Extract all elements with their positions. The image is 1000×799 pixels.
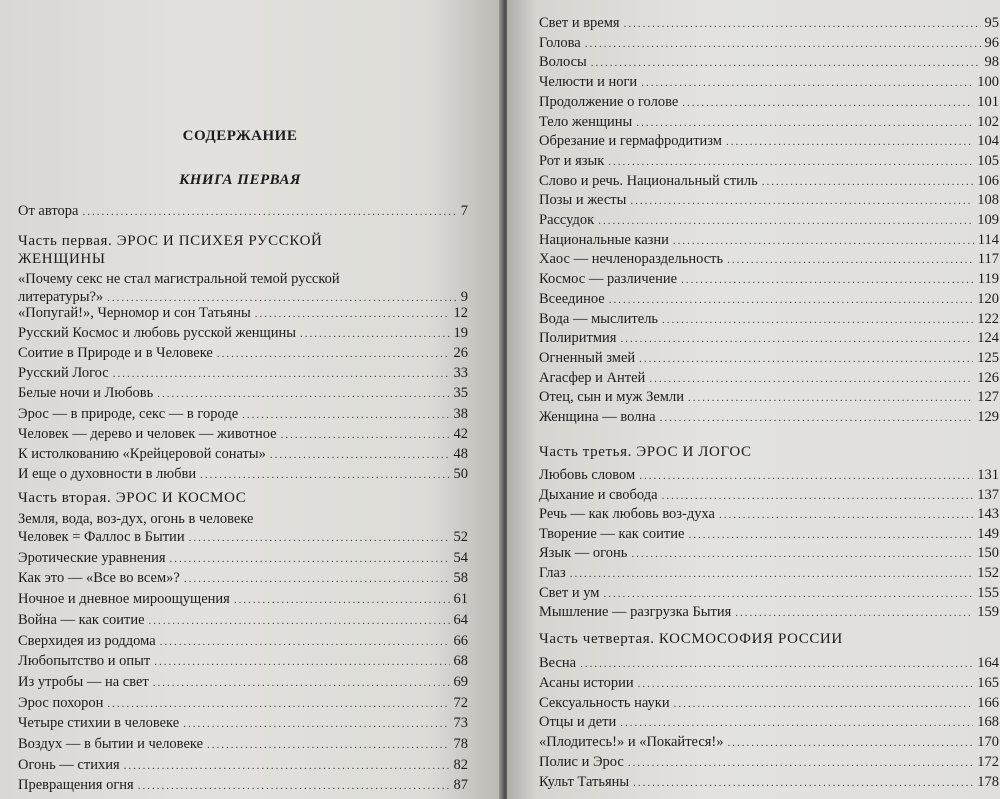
toc-entry-label: Ночное и дневное мироощущения bbox=[18, 591, 230, 608]
leader-dots bbox=[608, 153, 973, 171]
toc-entry-page: 68 bbox=[453, 653, 468, 670]
toc-entry-label: Белые ночи и Любовь bbox=[18, 385, 154, 402]
toc-entry bbox=[539, 231, 999, 250]
toc-entry bbox=[539, 564, 999, 583]
toc-entry bbox=[18, 445, 468, 464]
toc-entry-label: Культ Татьяны bbox=[539, 773, 630, 790]
leader-dots bbox=[624, 15, 981, 33]
leader-dots bbox=[113, 365, 450, 383]
toc-entry-page: 82 bbox=[453, 756, 468, 773]
toc-entry bbox=[18, 270, 468, 307]
part-title: Часть первая. ЭРОС И ПСИХЕЯ РУССКОЙ ЖЕНЩИНЫ bbox=[18, 233, 323, 267]
leader-dots bbox=[270, 446, 450, 464]
toc-entry-page: 150 bbox=[977, 545, 999, 562]
toc-entry bbox=[18, 694, 468, 713]
toc-entry-label: Полис и Эрос bbox=[539, 754, 624, 770]
toc-entry-label: Как это — «Все во всем»? bbox=[18, 570, 180, 587]
toc-entry-label: Творение — как соитие bbox=[539, 525, 685, 542]
toc-entry-label: Волосы bbox=[539, 54, 587, 71]
leader-dots bbox=[217, 345, 450, 363]
toc-entry-page: 125 bbox=[977, 349, 999, 366]
toc-entry bbox=[539, 14, 999, 33]
toc-entry-page: 66 bbox=[453, 632, 468, 649]
leader-dots bbox=[281, 426, 450, 444]
leader-dots bbox=[609, 291, 974, 309]
leader-dots bbox=[762, 173, 973, 191]
toc-entry bbox=[539, 93, 999, 112]
toc-entry-page: 69 bbox=[453, 673, 468, 690]
toc-entry-label: Агасфер и Антей bbox=[539, 369, 646, 386]
toc-entry-page: 48 bbox=[453, 445, 468, 462]
leader-dots bbox=[674, 695, 974, 713]
leader-dots bbox=[580, 655, 973, 673]
toc-entry bbox=[539, 525, 999, 544]
toc-entry bbox=[18, 776, 468, 795]
toc-entry-page: 96 bbox=[984, 34, 999, 51]
toc-entry-label: Национальные казни bbox=[539, 231, 669, 248]
toc-entry bbox=[18, 405, 468, 424]
toc-entry-label: Вода — мыслитель bbox=[539, 310, 659, 327]
toc-entry-label: Челюсти и ноги bbox=[539, 74, 638, 91]
toc-entry-label: Свет и ум bbox=[539, 584, 600, 601]
toc-entry-label: «Плодитесь!» и «Покайтеся!» bbox=[539, 734, 724, 751]
toc-entry bbox=[539, 733, 999, 752]
toc-entry-page: 100 bbox=[977, 74, 999, 91]
toc-entry-label: Из утробы — на свет bbox=[18, 673, 149, 690]
leader-dots bbox=[154, 653, 449, 671]
leader-dots bbox=[662, 487, 974, 505]
leader-dots bbox=[242, 406, 449, 424]
leader-dots bbox=[591, 54, 981, 72]
toc-entry bbox=[18, 632, 468, 651]
toc-entry bbox=[539, 329, 999, 348]
toc-entry-label: Русский Логос bbox=[18, 365, 109, 382]
toc-entry-page: 50 bbox=[453, 465, 468, 482]
toc-entry-label: Сверхидея из роддома bbox=[18, 632, 156, 649]
toc-entry-label: Соитие в Природе и в Человеке bbox=[18, 345, 213, 362]
toc-entry-page: 131 bbox=[977, 467, 999, 483]
toc-entry bbox=[539, 270, 999, 289]
toc-entry-page: 178 bbox=[977, 773, 999, 790]
toc-entry bbox=[18, 756, 468, 775]
toc-entry bbox=[18, 364, 468, 383]
toc-entry-page: 108 bbox=[977, 192, 999, 209]
toc-entry-page: 117 bbox=[977, 251, 999, 268]
right-page bbox=[507, 0, 1000, 799]
toc-entry-label: Сексуальность науки bbox=[539, 694, 670, 711]
leader-dots bbox=[149, 612, 450, 630]
toc-entry bbox=[539, 34, 999, 53]
toc-entry-page: 102 bbox=[977, 113, 999, 130]
toc-entry-page: 12 bbox=[453, 305, 468, 321]
toc-entry-page: 165 bbox=[977, 674, 999, 691]
toc-entry-label: Рот и язык bbox=[539, 152, 605, 169]
toc-entry-label: Отцы и дети bbox=[539, 714, 617, 731]
toc-entry-label: Огонь — стихия bbox=[18, 756, 120, 773]
toc-entry-label: Превращения огня bbox=[18, 777, 134, 794]
toc-entry-label: Всеединое bbox=[539, 290, 605, 307]
toc-entry-label: Четыре стихии в человеке bbox=[18, 715, 180, 732]
toc-entry-page: 166 bbox=[977, 694, 999, 711]
leader-dots bbox=[649, 370, 973, 388]
toc-entry-page: 149 bbox=[977, 525, 999, 542]
leader-dots bbox=[183, 715, 449, 733]
toc-entry-label: Язык — огонь bbox=[539, 545, 628, 562]
leader-dots bbox=[189, 529, 450, 547]
toc-entry-label: Эрос похорон bbox=[18, 694, 104, 711]
toc-entry bbox=[539, 388, 999, 407]
leader-dots bbox=[585, 35, 981, 53]
toc-entry bbox=[18, 673, 468, 692]
leader-dots bbox=[728, 734, 974, 752]
toc-entry bbox=[539, 753, 999, 772]
toc-entry bbox=[18, 384, 468, 403]
toc-entry bbox=[18, 549, 468, 568]
toc-entry-page: 105 bbox=[977, 152, 999, 169]
toc-entry-page: 114 bbox=[977, 231, 999, 248]
leader-dots bbox=[633, 774, 973, 792]
toc-entry bbox=[539, 191, 999, 210]
toc-entry bbox=[539, 349, 999, 368]
toc-entry-page: 104 bbox=[977, 133, 999, 150]
toc-entry-label: Мышление — разгрузка Бытия bbox=[539, 604, 732, 621]
leader-dots bbox=[255, 305, 450, 323]
toc-entry bbox=[18, 735, 468, 754]
toc-entry bbox=[18, 304, 468, 323]
toc-entry-label: Хаос — нечленораздельность bbox=[539, 251, 724, 268]
toc-entry bbox=[18, 590, 468, 609]
toc-entry bbox=[18, 425, 468, 444]
toc-entry-label: Позы и жесты bbox=[539, 192, 627, 209]
toc-entry-page: 95 bbox=[984, 15, 999, 31]
toc-entry bbox=[539, 290, 999, 309]
toc-entry bbox=[539, 250, 999, 269]
leader-dots bbox=[639, 467, 973, 485]
toc-entry-label: Космос — различение bbox=[539, 271, 678, 288]
toc-entry-label: «Попугай!», Черномор и сон Татьяны bbox=[18, 305, 251, 321]
leader-dots bbox=[153, 674, 450, 692]
toc-entry bbox=[539, 113, 999, 132]
toc-entry-label: От автора bbox=[18, 203, 79, 219]
toc-entry-label: Русский Космос и любовь русской женщины bbox=[18, 325, 296, 342]
leader-dots bbox=[124, 757, 450, 775]
leader-dots bbox=[688, 389, 973, 407]
toc-entry-label: Дыхание и свобода bbox=[539, 486, 658, 503]
toc-entry-page: 159 bbox=[977, 604, 999, 621]
toc-entry-label: Огненный змей bbox=[539, 349, 636, 366]
toc-entry-page: 126 bbox=[977, 369, 999, 386]
toc-entry bbox=[539, 310, 999, 329]
toc-entry-page: 143 bbox=[977, 506, 999, 523]
toc-entry-label: Любовь словом bbox=[539, 467, 636, 483]
leader-dots bbox=[727, 251, 974, 269]
toc-entry bbox=[539, 53, 999, 72]
leader-dots bbox=[107, 695, 449, 713]
toc-entry bbox=[539, 152, 999, 171]
toc-entry-label: Эротические уравнения bbox=[18, 549, 166, 566]
leader-dots bbox=[200, 466, 449, 484]
part-subhead: Земля, вода, воз-дух, огонь в человеке bbox=[18, 511, 254, 527]
toc-entry bbox=[18, 569, 468, 588]
toc-entry-page: 61 bbox=[453, 591, 468, 608]
toc-entry-label: Война — как соитие bbox=[18, 611, 145, 628]
toc-entry-page: 127 bbox=[977, 389, 999, 406]
toc-entry-page: 129 bbox=[977, 409, 999, 425]
toc-entry bbox=[18, 528, 468, 547]
toc-entry-label: Тело женщины bbox=[539, 113, 633, 130]
toc-entry-page: 137 bbox=[977, 486, 999, 503]
toc-entry-label: Речь — как любовь воз-духа bbox=[539, 506, 715, 523]
toc-entry-page: 58 bbox=[453, 570, 468, 587]
toc-entry-label: Глаз bbox=[539, 565, 566, 581]
toc-entry-page: 122 bbox=[977, 310, 999, 327]
toc-entry bbox=[539, 773, 999, 792]
toc-entry bbox=[18, 344, 468, 363]
leader-dots bbox=[620, 330, 973, 348]
part-title: Часть вторая. ЭРОС И КОСМОС bbox=[18, 490, 247, 506]
leader-dots bbox=[681, 271, 974, 289]
toc-entry-label: Любопытство и опыт bbox=[18, 653, 151, 670]
toc-entry bbox=[18, 652, 468, 671]
toc-entry bbox=[18, 465, 468, 484]
leader-dots bbox=[570, 565, 974, 583]
toc-entry-label: Продолжение о голове bbox=[539, 93, 679, 110]
toc-entry-page: 119 bbox=[977, 271, 999, 288]
toc-entry bbox=[539, 544, 999, 563]
leader-dots bbox=[636, 114, 973, 132]
toc-entry-label: И еще о духовности в любви bbox=[18, 465, 197, 482]
leader-dots bbox=[603, 585, 973, 603]
leader-dots bbox=[688, 526, 973, 544]
toc-entry bbox=[539, 132, 999, 151]
toc-entry-page: 124 bbox=[977, 330, 999, 347]
leader-dots bbox=[598, 212, 973, 230]
toc-entry-label: Полиритмия bbox=[539, 330, 617, 347]
toc-entry-page: 106 bbox=[977, 172, 999, 189]
toc-entry-page: 120 bbox=[977, 290, 999, 307]
toc-entry bbox=[539, 694, 999, 713]
toc-entry-label: Человек = Фаллос в Бытии bbox=[18, 529, 185, 545]
toc-entry-page: 7 bbox=[460, 203, 468, 219]
leader-dots bbox=[82, 203, 456, 221]
toc-entry-label: Воздух — в бытии и человеке bbox=[18, 736, 204, 752]
leader-dots bbox=[628, 754, 973, 772]
toc-entry-label: Свет и время bbox=[539, 15, 620, 31]
toc-entry bbox=[18, 202, 468, 221]
leader-dots bbox=[639, 350, 973, 368]
toc-entry bbox=[539, 505, 999, 524]
leader-dots bbox=[620, 714, 973, 732]
toc-entry bbox=[18, 324, 468, 343]
toc-entry-label: Голова bbox=[539, 34, 581, 51]
leader-dots bbox=[735, 604, 973, 622]
leader-dots bbox=[184, 570, 450, 588]
toc-entry bbox=[539, 603, 999, 622]
toc-entry bbox=[539, 73, 999, 92]
toc-entry-page: 52 bbox=[453, 529, 468, 545]
toc-entry-page: 33 bbox=[453, 365, 468, 382]
leader-dots bbox=[170, 550, 450, 568]
toc-entry-page: 54 bbox=[453, 549, 468, 566]
toc-entry-page: 172 bbox=[977, 754, 999, 770]
toc-entry-page: 9 bbox=[460, 289, 468, 305]
leader-dots bbox=[207, 736, 449, 754]
toc-entry bbox=[539, 408, 999, 427]
toc-entry-label: К истолкованию «Крейцеровой сонаты» bbox=[18, 445, 266, 462]
leader-dots bbox=[234, 591, 450, 609]
leader-dots bbox=[638, 675, 974, 693]
toc-entry-page: 170 bbox=[977, 734, 999, 751]
book-title: КНИГА ПЕРВАЯ bbox=[179, 172, 301, 188]
toc-entry-label-line2: литературы?» bbox=[18, 289, 104, 305]
toc-entry-page: 168 bbox=[977, 714, 999, 731]
toc-entry-page: 101 bbox=[977, 93, 999, 110]
toc-entry bbox=[539, 584, 999, 603]
toc-entry bbox=[539, 654, 999, 673]
toc-entry bbox=[539, 172, 999, 191]
leader-dots bbox=[682, 94, 973, 112]
toc-entry-label: Асаны истории bbox=[539, 674, 634, 691]
toc-entry-page: 78 bbox=[453, 736, 468, 752]
toc-entry bbox=[539, 369, 999, 388]
toc-entry bbox=[18, 611, 468, 630]
toc-entry bbox=[539, 674, 999, 693]
toc-entry-page: 152 bbox=[977, 565, 999, 581]
toc-entry-page: 155 bbox=[977, 584, 999, 601]
leader-dots bbox=[726, 133, 973, 151]
leader-dots bbox=[631, 545, 973, 563]
leader-dots bbox=[138, 777, 450, 795]
leader-dots bbox=[160, 633, 450, 651]
leader-dots bbox=[673, 232, 974, 250]
leader-dots bbox=[630, 192, 973, 210]
toc-entry bbox=[539, 466, 999, 485]
toc-entry-label: Слово и речь. Национальный стиль bbox=[539, 172, 758, 189]
toc-entry-page: 87 bbox=[453, 777, 468, 794]
toc-entry-label-line1: «Почему секс не стал магистральной темой русской bbox=[18, 271, 340, 287]
toc-entry bbox=[539, 211, 999, 230]
leader-dots bbox=[641, 74, 973, 92]
leader-dots bbox=[157, 385, 449, 403]
toc-entry-page: 26 bbox=[453, 345, 468, 362]
toc-entry-page: 72 bbox=[453, 694, 468, 711]
toc-entry-label: Эрос — в природе, секс — в городе bbox=[18, 405, 239, 422]
toc-entry-label: Отец, сын и муж Земли bbox=[539, 389, 684, 406]
toc-entry-page: 73 bbox=[453, 715, 468, 732]
leader-dots bbox=[719, 506, 973, 524]
leader-dots bbox=[300, 325, 450, 343]
toc-entry-page: 64 bbox=[453, 611, 468, 628]
toc-entry-label: Женщина — волна bbox=[539, 409, 656, 425]
toc-entry-page: 98 bbox=[984, 54, 999, 71]
toc-entry-label: Обрезание и гермафродитизм bbox=[539, 133, 722, 150]
leader-dots bbox=[662, 311, 973, 329]
toc-entry bbox=[539, 713, 999, 732]
toc-entry-page: 35 bbox=[453, 385, 468, 402]
toc-entry-label: Человек — дерево и человек — животное bbox=[18, 425, 277, 442]
part-title: Часть третья. ЭРОС И ЛОГОС bbox=[539, 444, 752, 460]
toc-entry-label: Рассудок bbox=[539, 212, 595, 228]
toc-entry-page: 164 bbox=[977, 655, 999, 671]
toc-entry bbox=[539, 486, 999, 505]
toc-entry-page: 19 bbox=[453, 325, 468, 342]
toc-entry-page: 42 bbox=[453, 425, 468, 442]
toc-entry bbox=[18, 714, 468, 733]
toc-entry-page: 109 bbox=[977, 212, 999, 228]
toc-entry-label: Весна bbox=[539, 655, 577, 671]
toc-entry-page: 38 bbox=[453, 405, 468, 422]
part-title: Часть четвертая. КОСМОСОФИЯ РОССИИ bbox=[539, 631, 843, 647]
leader-dots bbox=[660, 409, 974, 427]
contents-heading: СОДЕРЖАНИЕ bbox=[182, 128, 298, 144]
